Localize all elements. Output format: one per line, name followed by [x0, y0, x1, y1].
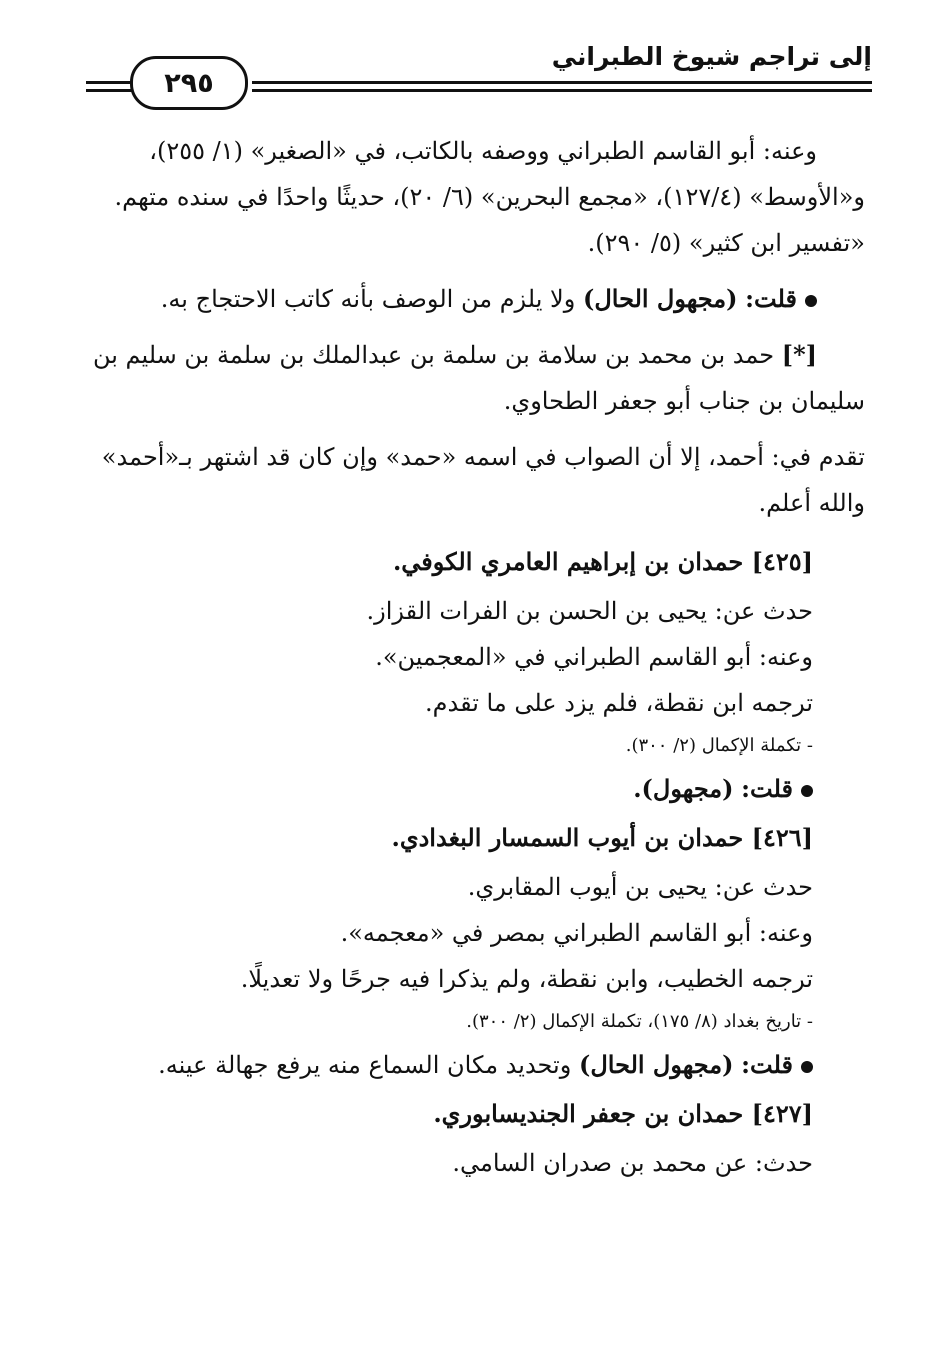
starred-entry [75, 332, 865, 424]
verdict-label: قلت: [741, 1050, 793, 1079]
header-rule-left-top [86, 81, 134, 84]
note-paragraph [75, 434, 865, 526]
verdict-label: قلت: [745, 284, 797, 313]
text-line: سليمان بن جناب أبو جعفر الطحاوي. [503, 387, 865, 415]
bullet-icon [801, 1061, 813, 1073]
header-rule-bottom [252, 89, 872, 92]
entry-426 [75, 864, 865, 1002]
bullet-icon [805, 295, 817, 307]
page-number: ٢٩٥ [130, 56, 248, 110]
text-line: والله أعلم. [758, 489, 865, 517]
text-line: «تفسير ابن كثير» (٥/ ٢٩٠). [587, 229, 865, 257]
paragraph-narration [75, 128, 865, 266]
text-line: ترجمه الخطيب، وابن نقطة، ولم يذكرا فيه جرحًا ولا تعديلًا. [240, 965, 813, 993]
text-line: تقدم في: أحمد، إلا أن الصواب في اسمه «حمد» وإن كان قد اشتهر بـ«أحمد» [101, 443, 865, 471]
running-title: إلى تراجم شيوخ الطبراني [551, 42, 872, 71]
verdict-text: ولا يلزم من الوصف بأنه كاتب الاحتجاج به. [160, 285, 576, 313]
verdict-label: قلت: [741, 774, 793, 803]
header-rule-top [252, 81, 872, 84]
header-rule-left-bottom [86, 89, 134, 92]
verdict-paragraph [75, 276, 865, 322]
text-line: وعنه: أبو القاسم الطبراني في «المعجمين». [375, 643, 813, 671]
verdict-grade: (مجهول). [633, 774, 734, 803]
page-header [86, 36, 872, 106]
verdict-grade: (مجهول الحال) [578, 1050, 734, 1079]
text-line: ترجمه ابن نقطة، فلم يزد على ما تقدم. [425, 689, 813, 717]
text-line [75, 1042, 865, 1088]
source-reference: - تاريخ بغداد (٨/ ١٧٥)، تكملة الإكمال (٢/ ٣٠٠). [466, 1011, 813, 1032]
verdict-paragraph [75, 1042, 865, 1088]
text-line [75, 766, 865, 812]
text-line [75, 332, 865, 378]
entry-heading-426: [٤٢٦] حمدان بن أيوب السمسار البغدادي. [391, 823, 813, 852]
verdict-grade: (مجهول الحال) [582, 284, 738, 313]
star-mark: [*] [781, 340, 817, 369]
text-line: حدث عن: يحيى بن أيوب المقابري. [467, 873, 813, 901]
text-line: و«الأوسط» (١٢٧/٤)، «مجمع البحرين» (٦/ ٢٠)، حديثًا واحدًا في سنده متهم. [114, 183, 865, 211]
source-reference: - تكملة الإكمال (٢/ ٣٠٠). [625, 735, 813, 756]
text-line: وعنه: أبو القاسم الطبراني ووصفه بالكاتب، في «الصغير» (١/ ٢٥٥)، [149, 137, 817, 165]
verdict-text: وتحديد مكان السماع منه يرفع جهالة عينه. [158, 1051, 572, 1079]
entry-heading-427: [٤٢٧] حمدان بن جعفر الجنديسابوري. [433, 1099, 813, 1128]
bullet-icon [801, 785, 813, 797]
text-line: حدث عن: يحيى بن الحسن بن الفرات القزاز. [366, 597, 813, 625]
entry-427 [75, 1140, 865, 1186]
star-name: حمد بن محمد بن سلامة بن سلمة بن عبدالملك بن سلمة بن سليم بن [92, 341, 775, 369]
text-line: حدث: عن محمد بن صدران السامي. [452, 1149, 813, 1177]
text-line: وعنه: أبو القاسم الطبراني بمصر في «معجمه». [340, 919, 813, 947]
page-body [75, 128, 865, 1186]
entry-heading-425: [٤٢٥] حمدان بن إبراهيم العامري الكوفي. [392, 547, 813, 576]
text-line [75, 276, 865, 322]
entry-425 [75, 588, 865, 726]
verdict-paragraph [75, 766, 865, 812]
